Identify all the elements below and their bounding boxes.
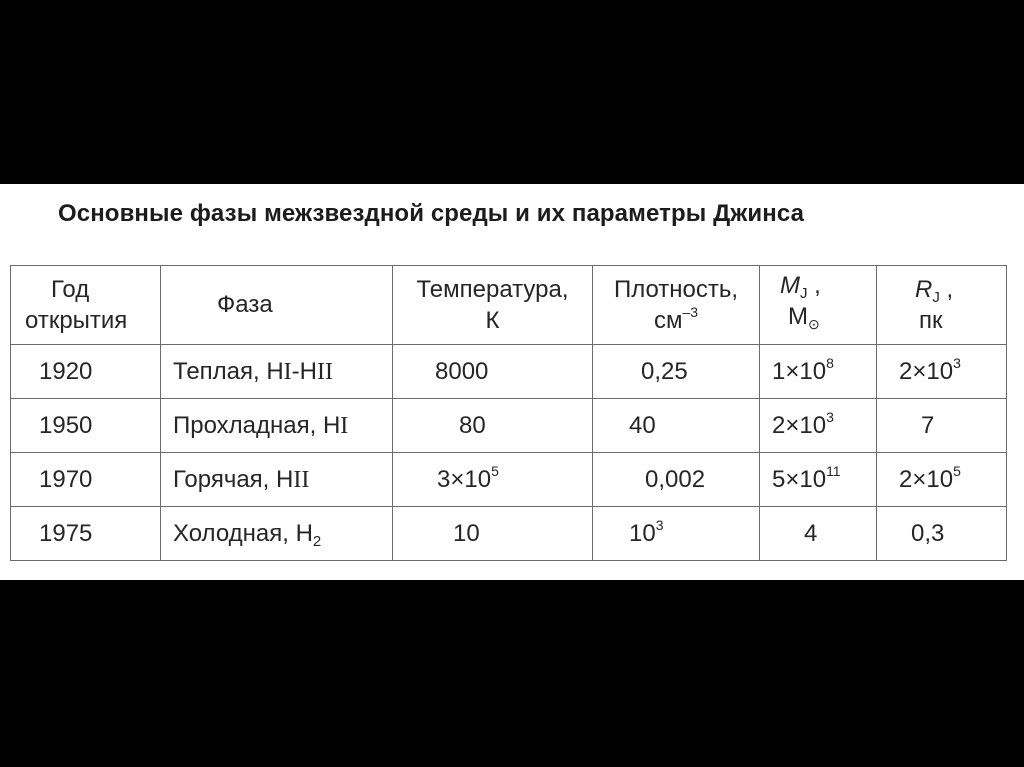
radius-mantissa: 2×10 xyxy=(899,465,954,493)
cell-jeans-radius xyxy=(877,453,1007,507)
mass-mantissa: 2×10 xyxy=(772,411,827,439)
cell-jeans-mass xyxy=(760,399,877,453)
radius-mantissa: 2×10 xyxy=(899,357,954,385)
temperature-value: 80 xyxy=(459,411,486,439)
radius-exponent: 5 xyxy=(953,462,961,479)
temperature-mantissa: 3×10 xyxy=(437,465,492,493)
cell-jeans-mass xyxy=(760,345,877,399)
header-jeans-radius xyxy=(877,266,1007,345)
header-mass-comma: , xyxy=(807,272,821,299)
header-temperature xyxy=(393,266,593,345)
table-row xyxy=(11,453,1007,507)
cell-jeans-radius xyxy=(877,399,1007,453)
slide-sheet xyxy=(0,184,1024,580)
header-radius-unit: пк xyxy=(919,307,943,334)
header-year-line2: открытия xyxy=(25,307,128,334)
radius-value: 0,3 xyxy=(911,519,945,547)
cell-year: 1970 xyxy=(11,453,161,507)
phase-text: -H xyxy=(291,357,317,385)
temperature-value: 10 xyxy=(453,519,480,547)
header-phase xyxy=(161,266,393,345)
header-temperature-line2: К xyxy=(485,307,500,334)
header-mass-unit: M xyxy=(788,303,808,330)
header-year-line1: Год xyxy=(51,276,90,303)
cell-year: 1950 xyxy=(11,399,161,453)
cell-density xyxy=(593,453,760,507)
cell-phase xyxy=(161,345,393,399)
cell-phase xyxy=(161,507,393,561)
phase-text: Теплая, H xyxy=(173,357,284,385)
jeans-parameters-table xyxy=(10,265,1007,561)
density-value: 40 xyxy=(629,411,656,439)
cell-year: 1975 xyxy=(11,507,161,561)
header-jeans-mass xyxy=(760,266,877,345)
mass-exponent: 3 xyxy=(826,408,834,425)
cell-year: 1920 xyxy=(11,345,161,399)
phase-subscript: 2 xyxy=(312,532,322,550)
mass-mantissa: 1×10 xyxy=(772,357,827,385)
table-row xyxy=(11,399,1007,453)
cell-jeans-radius xyxy=(877,345,1007,399)
cell-phase xyxy=(161,453,393,507)
phase-text: Горячая, H xyxy=(173,465,294,493)
cell-jeans-mass xyxy=(760,453,877,507)
mass-mantissa: 5×10 xyxy=(772,465,827,493)
page-title: Основные фазы межзвездной среды и их параметры Джинса xyxy=(58,200,805,227)
table-row xyxy=(11,345,1007,399)
header-radius-subscript: J xyxy=(932,289,940,306)
density-value: 0,25 xyxy=(641,357,688,385)
sun-symbol-icon: ⊙ xyxy=(808,316,820,332)
cell-density xyxy=(593,507,760,561)
header-radius-comma: , xyxy=(939,276,954,303)
header-temperature-line1: Температура, xyxy=(416,276,569,303)
header-row xyxy=(11,266,1007,345)
radius-exponent: 3 xyxy=(953,354,961,371)
header-density-unit: см xyxy=(653,307,683,334)
cell-density xyxy=(593,399,760,453)
mass-exponent: 8 xyxy=(826,354,834,371)
header-density-line1: Плотность, xyxy=(613,276,739,303)
cell-jeans-mass xyxy=(760,507,877,561)
density-mantissa: 10 xyxy=(629,519,656,547)
mass-exponent: 11 xyxy=(826,462,841,479)
header-radius-symbol: R xyxy=(915,276,933,303)
phase-roman: II xyxy=(317,358,333,385)
cell-phase xyxy=(161,399,393,453)
cell-temperature xyxy=(393,453,593,507)
header-density-exponent: –3 xyxy=(682,304,699,320)
phase-text: Прохладная, H xyxy=(173,411,341,439)
radius-value: 7 xyxy=(921,411,935,439)
mass-value: 4 xyxy=(804,519,818,547)
temperature-exponent: 5 xyxy=(491,462,499,479)
phase-roman: II xyxy=(293,466,310,493)
phase-text: Холодная, H xyxy=(173,519,313,547)
cell-temperature xyxy=(393,507,593,561)
header-year xyxy=(11,266,161,345)
phase-roman: I xyxy=(340,412,349,439)
header-phase-label: Фаза xyxy=(217,291,273,318)
cell-jeans-radius xyxy=(877,507,1007,561)
phase-roman: I xyxy=(283,358,292,385)
table-row xyxy=(11,507,1007,561)
density-exponent: 3 xyxy=(655,516,664,533)
cell-density xyxy=(593,345,760,399)
header-mass-symbol: M xyxy=(780,272,800,299)
cell-temperature xyxy=(393,399,593,453)
cell-temperature xyxy=(393,345,593,399)
density-value: 0,002 xyxy=(645,465,706,493)
header-mass-subscript: J xyxy=(800,285,808,302)
header-density xyxy=(593,266,760,345)
temperature-value: 8000 xyxy=(435,357,489,385)
